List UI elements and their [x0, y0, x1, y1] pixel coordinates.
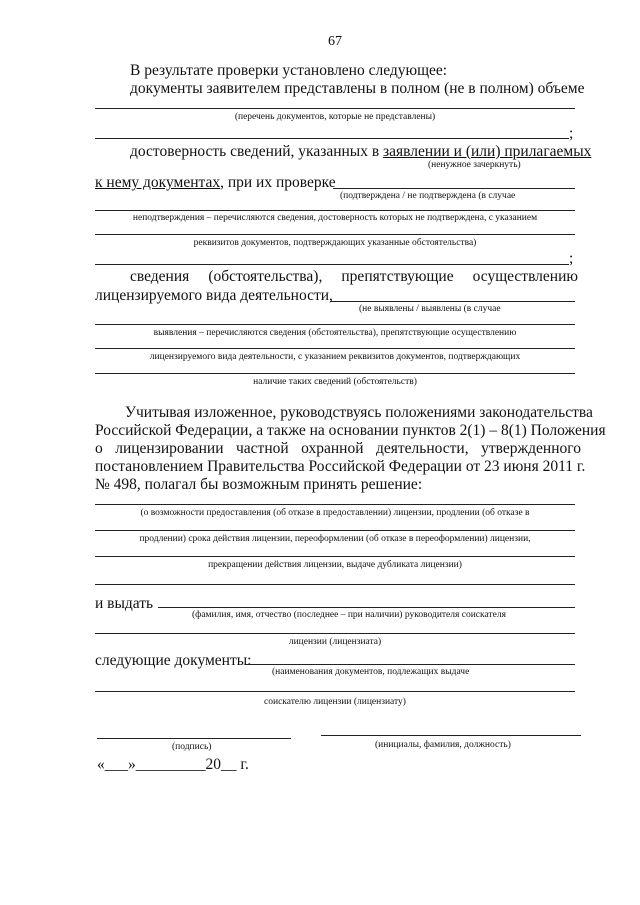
circumstances-hint-2: выявления – перечисляются сведения (обстоятельства), препятствующие осуществлению — [153, 328, 517, 338]
reliability-line-1 — [130, 143, 591, 161]
decision-line-d — [95, 584, 575, 585]
missing-docs-line-1 — [95, 108, 575, 109]
documents-fill-line — [246, 664, 575, 665]
decision-line-5: № 498, полагал бы возможным принять решение: — [95, 476, 423, 493]
dec-word-6: утвержденного — [481, 440, 581, 457]
issue-hint-1: (фамилия, имя, отчество (последнее – при наличии) руководителя соискателя — [192, 610, 506, 620]
dec-word-1: о — [95, 440, 103, 457]
dec-word-5: деятельности, — [375, 440, 469, 457]
circumstances-hint-3: лицензируемого вида деятельности, с указанием реквизитов документов, подтверждающих — [149, 352, 521, 362]
circ-word-2: (обстоятельства), — [208, 268, 323, 285]
reliability-line-c — [95, 264, 569, 265]
documents-line-b — [95, 691, 575, 692]
missing-docs-line-2 — [95, 138, 569, 139]
reliability-text: достоверность сведений, указанных в — [130, 143, 384, 160]
issue-line-b — [95, 633, 575, 634]
decision-line-4: постановлением Правительства Российской Федерации от 23 июня 2011 г. — [95, 458, 586, 475]
dec-word-2: лицензировании — [115, 440, 224, 457]
name-line — [321, 735, 581, 736]
reliability-line-2 — [95, 174, 336, 192]
decision-line-2: Российской Федерации, а также на основании пунктов 2(1) – 8(1) Положения — [95, 422, 606, 439]
dec-word-3: частной — [235, 440, 289, 457]
strike-hint: (ненужное зачеркнуть) — [428, 160, 521, 170]
decision-hint-1: (о возможности предоставления (об отказе в предоставлении) лицензии, продлении (об отказе в — [140, 508, 530, 518]
reliability-fill-line — [333, 188, 575, 189]
circumstances-hint-4: наличие таких сведений (обстоятельств) — [253, 377, 417, 387]
circumstances-line-1 — [130, 268, 578, 286]
decision-line-a — [95, 504, 575, 505]
issue-label: и выдать — [95, 595, 154, 612]
circ-word-1: сведения — [130, 268, 190, 285]
circumstances-hint-1: (не выявлены / выявлены (в случае — [359, 304, 501, 314]
issue-hint-2: лицензии (лицензиата) — [288, 637, 382, 647]
signature-hint: (подпись) — [172, 742, 212, 752]
reliability-hint-2: неподтверждения – перечисляются сведения, достоверность которых не подтверждена, с указанием — [132, 213, 538, 223]
circumstances-fill-line — [330, 301, 575, 302]
name-hint: (инициалы, фамилия, должность) — [375, 740, 511, 750]
reliability-link: заявлении и (или) прилагаемых — [383, 143, 592, 160]
reliability-hint-3: реквизитов документов, подтверждающих указанные обстоятельства) — [193, 238, 477, 248]
decision-line-c — [95, 556, 575, 557]
documents-label: следующие документы: — [95, 652, 252, 669]
intro-line-1: В результате проверки установлено следующее: — [130, 62, 448, 79]
circumstances-line-b — [95, 348, 575, 349]
decision-hint-3: прекращении действия лицензии, выдаче дубликата лицензии) — [208, 560, 462, 570]
reliability-semicolon: ; — [569, 250, 574, 267]
documents-hint-2: соискателю лицензии (лицензиату) — [264, 697, 406, 707]
circumstances-line-2: лицензируемого вида деятельности, — [95, 287, 333, 304]
circumstances-line-c — [95, 373, 575, 374]
documents-hint-1: (наименования документов, подлежащих выдаче — [272, 667, 470, 677]
reliability-hint-1: (подтверждена / не подтверждена (в случае — [340, 191, 516, 201]
dec-word-4: охранной — [301, 440, 364, 457]
decision-hint-2: продлении) срока действия лицензии, переоформлении (об отказе в переоформлении) лицензии, — [139, 534, 531, 544]
reliability-docs-link: к нему документах — [95, 174, 221, 191]
issue-fill-line — [158, 607, 575, 608]
reliability-line-b — [95, 234, 575, 235]
decision-line-3 — [95, 440, 581, 458]
circumstances-line-a — [95, 324, 575, 325]
missing-docs-hint: (перечень документов, которые не представлены) — [234, 112, 436, 122]
circ-word-3: препятствующие — [341, 268, 454, 285]
decision-line-b — [95, 530, 575, 531]
signature-line — [97, 738, 291, 739]
reliability-line-a — [95, 210, 575, 211]
intro-line-2: документы заявителем представлены в полном (не в полном) объеме — [130, 80, 585, 97]
reliability-check-text: , при их проверке — [220, 174, 336, 191]
missing-docs-semicolon: ; — [569, 125, 574, 142]
date-line: «___»_________20__ г. — [97, 756, 249, 773]
page-number: 67 — [328, 34, 342, 49]
circ-word-4: осуществлению — [472, 268, 578, 285]
decision-line-1: Учитывая изложенное, руководствуясь положениями законодательства — [125, 404, 593, 421]
